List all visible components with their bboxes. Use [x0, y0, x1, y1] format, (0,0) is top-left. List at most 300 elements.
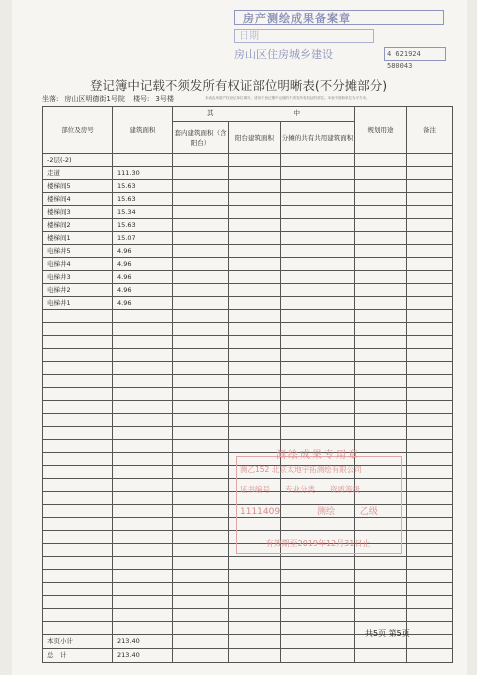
cell-empty	[173, 649, 229, 663]
cell-empty	[281, 232, 355, 245]
survey-stamp-company: 测乙152 北京太地宇拓测绘有限公司	[240, 465, 362, 474]
cell-area	[113, 414, 173, 427]
cell-part	[43, 336, 113, 349]
page-footer	[365, 628, 410, 639]
cell-empty	[355, 401, 407, 414]
cell-empty	[173, 167, 229, 180]
cell-empty	[407, 193, 453, 206]
cell-empty	[355, 245, 407, 258]
cell-empty	[407, 609, 453, 622]
cell-empty	[355, 349, 407, 362]
cell-empty	[355, 193, 407, 206]
cell-empty	[281, 284, 355, 297]
cell-part	[43, 609, 113, 622]
cell-empty	[355, 427, 407, 440]
cell-empty	[173, 336, 229, 349]
table-row	[43, 349, 453, 362]
cell-empty	[173, 245, 229, 258]
cell-empty	[229, 232, 281, 245]
total-pages: 共5页	[365, 629, 387, 638]
cell-empty	[281, 609, 355, 622]
cell-empty	[355, 362, 407, 375]
table-row	[43, 219, 453, 232]
cell-part	[43, 388, 113, 401]
cell-part	[43, 414, 113, 427]
cell-empty	[173, 479, 229, 492]
cell-part: 电梯井4	[43, 258, 113, 271]
table-row	[43, 323, 453, 336]
cell-area	[113, 479, 173, 492]
filing-stamp-authority: 房山区住房城乡建设	[234, 48, 333, 61]
table-row	[43, 232, 453, 245]
header-balcony: 阳台建筑面积	[229, 122, 281, 154]
table-row	[43, 180, 453, 193]
cell-empty	[407, 466, 453, 479]
cell-empty	[229, 219, 281, 232]
cell-part	[43, 518, 113, 531]
cell-empty	[281, 362, 355, 375]
cell-part	[43, 349, 113, 362]
cell-empty	[355, 310, 407, 323]
cell-empty	[229, 414, 281, 427]
survey-stamp-grade: 乙级	[359, 507, 378, 517]
cell-empty	[173, 297, 229, 310]
cell-part	[43, 323, 113, 336]
table-row	[43, 167, 453, 180]
cell-area: 15.63	[113, 180, 173, 193]
cell-empty	[281, 180, 355, 193]
cell-empty	[281, 349, 355, 362]
cell-empty	[407, 635, 453, 649]
cell-empty	[229, 323, 281, 336]
cell-empty	[173, 206, 229, 219]
cell-part: 楼梯间2	[43, 219, 113, 232]
cell-area: 4.96	[113, 271, 173, 284]
cell-area	[113, 583, 173, 596]
cell-empty	[229, 427, 281, 440]
cell-part	[43, 531, 113, 544]
cell-empty	[407, 245, 453, 258]
cell-part: 电梯井2	[43, 284, 113, 297]
cell-part	[43, 401, 113, 414]
cell-part	[43, 375, 113, 388]
cell-part	[43, 557, 113, 570]
cell-part: 楼梯间5	[43, 180, 113, 193]
cell-empty	[407, 284, 453, 297]
cell-empty	[229, 258, 281, 271]
cell-area	[113, 492, 173, 505]
cell-empty	[281, 297, 355, 310]
cell-part	[43, 310, 113, 323]
cell-empty	[229, 284, 281, 297]
cell-empty	[407, 453, 453, 466]
cell-empty	[407, 271, 453, 284]
cell-empty	[173, 193, 229, 206]
cell-part	[43, 570, 113, 583]
survey-stamp-header: 证书编号 专业分类 资质等级	[240, 485, 360, 494]
cell-empty	[407, 544, 453, 557]
survey-stamp-validity: 有效期至2019年12月31日止	[265, 539, 371, 548]
header-inner: 套内建筑面积（含阳台）	[173, 122, 229, 154]
cell-empty	[281, 570, 355, 583]
cell-area	[113, 518, 173, 531]
cell-empty	[173, 414, 229, 427]
cell-empty	[173, 492, 229, 505]
cell-empty	[281, 193, 355, 206]
cell-empty	[281, 622, 355, 635]
table-row	[43, 310, 453, 323]
cell-area	[113, 544, 173, 557]
cell-empty	[407, 622, 453, 635]
cell-empty	[407, 388, 453, 401]
cell-empty	[173, 310, 229, 323]
cell-empty	[355, 557, 407, 570]
parts-table	[42, 106, 453, 663]
cell-empty	[229, 271, 281, 284]
cell-empty	[355, 583, 407, 596]
cell-empty	[281, 271, 355, 284]
cell-empty	[355, 258, 407, 271]
cell-empty	[281, 583, 355, 596]
cell-empty	[229, 609, 281, 622]
cell-empty	[355, 596, 407, 609]
cell-part	[43, 492, 113, 505]
cell-empty	[229, 297, 281, 310]
cell-empty	[173, 232, 229, 245]
cell-empty	[229, 375, 281, 388]
cell-area	[113, 557, 173, 570]
header-remark: 备注	[407, 107, 453, 154]
cell-empty	[407, 596, 453, 609]
header-part: 部位及房号	[43, 107, 113, 154]
cell-part	[43, 466, 113, 479]
cell-empty	[281, 596, 355, 609]
cell-empty	[173, 570, 229, 583]
cell-area: 15.63	[113, 193, 173, 206]
cell-empty	[407, 414, 453, 427]
cell-area	[113, 154, 173, 167]
table-row	[43, 206, 453, 219]
cell-empty	[229, 557, 281, 570]
location-line	[42, 94, 180, 104]
cell-empty	[173, 466, 229, 479]
cell-empty	[173, 531, 229, 544]
table-row	[43, 401, 453, 414]
cell-empty	[229, 570, 281, 583]
cell-empty	[281, 427, 355, 440]
cell-empty	[407, 232, 453, 245]
cell-empty	[173, 154, 229, 167]
cell-area	[113, 453, 173, 466]
cell-empty	[407, 401, 453, 414]
cell-empty	[407, 336, 453, 349]
cell-empty	[281, 323, 355, 336]
cell-empty	[355, 154, 407, 167]
cell-empty	[229, 336, 281, 349]
location-value: 房山区明德街1号院	[64, 95, 125, 103]
table-row	[43, 336, 453, 349]
cell-empty	[173, 323, 229, 336]
cell-empty	[173, 401, 229, 414]
cell-empty	[407, 583, 453, 596]
cell-area: 4.96	[113, 297, 173, 310]
cell-area	[113, 440, 173, 453]
cell-empty	[229, 245, 281, 258]
cell-empty	[407, 440, 453, 453]
cell-part	[43, 427, 113, 440]
cell-empty	[407, 310, 453, 323]
table-row	[43, 583, 453, 596]
filing-stamp-number: 4 621924 580043	[384, 47, 446, 61]
cell-empty	[355, 649, 407, 663]
cell-empty	[281, 557, 355, 570]
cell-area: 4.96	[113, 284, 173, 297]
table-row	[43, 271, 453, 284]
header-shared: 分摊的共有共用建筑面积	[281, 122, 355, 154]
cell-empty	[173, 284, 229, 297]
cell-area: 4.96	[113, 245, 173, 258]
cell-part: -2层(-2)	[43, 154, 113, 167]
cell-part: 楼梯间1	[43, 232, 113, 245]
cell-area	[113, 388, 173, 401]
cell-area	[113, 310, 173, 323]
cell-empty	[229, 206, 281, 219]
cell-empty	[173, 388, 229, 401]
cell-empty	[281, 167, 355, 180]
cell-empty	[407, 219, 453, 232]
cell-empty	[281, 649, 355, 663]
cell-part: 楼梯间3	[43, 206, 113, 219]
cell-empty	[355, 375, 407, 388]
cell-part	[43, 583, 113, 596]
survey-stamp-cert: 1111409	[240, 507, 281, 517]
cell-part	[43, 362, 113, 375]
cell-empty	[173, 271, 229, 284]
cell-empty	[229, 583, 281, 596]
cell-part: 电梯井5	[43, 245, 113, 258]
cell-empty	[173, 583, 229, 596]
cell-empty	[229, 596, 281, 609]
cell-empty	[407, 570, 453, 583]
cell-empty	[355, 570, 407, 583]
cell-empty	[407, 375, 453, 388]
cell-part	[43, 505, 113, 518]
table-row	[43, 570, 453, 583]
subtotal-row-label: 本页小计	[43, 635, 113, 649]
cell-empty	[173, 622, 229, 635]
table-row	[43, 297, 453, 310]
cell-empty	[173, 180, 229, 193]
cell-empty	[173, 349, 229, 362]
table-row	[43, 609, 453, 622]
cell-part	[43, 479, 113, 492]
cell-part	[43, 596, 113, 609]
cell-empty	[229, 649, 281, 663]
cell-empty	[407, 479, 453, 492]
cell-empty	[281, 635, 355, 649]
cell-empty	[229, 180, 281, 193]
table-row	[43, 258, 453, 271]
cell-empty	[355, 297, 407, 310]
cell-empty	[281, 206, 355, 219]
cell-empty	[229, 622, 281, 635]
cell-empty	[229, 635, 281, 649]
cell-empty	[173, 453, 229, 466]
cell-empty	[281, 414, 355, 427]
cell-empty	[173, 375, 229, 388]
cell-area	[113, 323, 173, 336]
cell-area	[113, 596, 173, 609]
cell-part: 楼梯间4	[43, 193, 113, 206]
cell-area	[113, 362, 173, 375]
cell-part: 电梯井3	[43, 271, 113, 284]
cell-area	[113, 609, 173, 622]
cell-area	[113, 570, 173, 583]
cell-empty	[355, 206, 407, 219]
cell-empty	[173, 219, 229, 232]
cell-empty	[355, 180, 407, 193]
cell-empty	[355, 388, 407, 401]
cell-area	[113, 401, 173, 414]
filing-stamp-title: 房产测绘成果备案章	[234, 10, 444, 25]
survey-stamp-title: 测绘成果专用章	[276, 450, 360, 461]
table-row	[43, 427, 453, 440]
cell-part	[43, 622, 113, 635]
header-among: 其 中	[173, 107, 355, 120]
cell-empty	[173, 362, 229, 375]
document-title: 登记簿中记载不须发所有权证部位明晰表(不分摊部分)	[89, 78, 388, 93]
table-row	[43, 414, 453, 427]
cell-empty	[407, 323, 453, 336]
cell-empty	[355, 271, 407, 284]
table-row	[43, 362, 453, 375]
total-row-label: 总 计	[43, 649, 113, 663]
cell-empty	[229, 401, 281, 414]
survey-stamp-cert-row	[232, 504, 412, 517]
cell-empty	[229, 310, 281, 323]
filing-stamp-date: 日期	[234, 29, 374, 43]
cell-empty	[229, 388, 281, 401]
cell-empty	[355, 219, 407, 232]
cell-empty	[173, 635, 229, 649]
cell-empty	[407, 154, 453, 167]
cell-empty	[281, 245, 355, 258]
table-row	[43, 375, 453, 388]
cell-part: 走道	[43, 167, 113, 180]
cell-empty	[173, 544, 229, 557]
cell-area	[113, 349, 173, 362]
cell-area: 15.07	[113, 232, 173, 245]
cell-empty	[407, 492, 453, 505]
cell-empty	[407, 167, 453, 180]
location-label: 坐落:	[42, 95, 59, 103]
cell-area	[113, 531, 173, 544]
table-row	[43, 388, 453, 401]
cell-empty	[407, 531, 453, 544]
cell-empty	[173, 258, 229, 271]
cell-part: 电梯井1	[43, 297, 113, 310]
table-body	[43, 154, 453, 663]
cell-empty	[407, 297, 453, 310]
header-use: 规划用途	[355, 107, 407, 154]
cell-empty	[355, 232, 407, 245]
cell-part	[43, 440, 113, 453]
cell-empty	[355, 167, 407, 180]
cell-empty	[281, 154, 355, 167]
cell-empty	[173, 609, 229, 622]
cell-empty	[407, 258, 453, 271]
cell-empty	[407, 649, 453, 663]
cell-empty	[355, 284, 407, 297]
table-row	[43, 245, 453, 258]
table-row	[43, 284, 453, 297]
cell-empty	[355, 609, 407, 622]
cell-empty	[407, 206, 453, 219]
cell-area	[113, 466, 173, 479]
header-area: 建筑面积	[113, 107, 173, 154]
total-row	[43, 649, 453, 663]
cell-area	[113, 505, 173, 518]
cell-empty	[407, 518, 453, 531]
cell-empty	[281, 336, 355, 349]
table-note: 本表由房屋产权登记单位填写，适用于登记簿中记载的不须发所有权证的部位。本表中面积单位为平方米。	[205, 96, 370, 100]
cell-empty	[407, 180, 453, 193]
table-row	[43, 154, 453, 167]
cell-empty	[281, 375, 355, 388]
cell-empty	[173, 505, 229, 518]
cell-empty	[173, 440, 229, 453]
table-row	[43, 193, 453, 206]
table-row	[43, 557, 453, 570]
cell-empty	[355, 336, 407, 349]
cell-area: 111.30	[113, 167, 173, 180]
cell-empty	[355, 323, 407, 336]
cell-empty	[281, 258, 355, 271]
cell-empty	[281, 401, 355, 414]
survey-stamp-category: 测绘	[316, 507, 335, 517]
page-number: 第5页	[388, 629, 410, 638]
cell-empty	[407, 349, 453, 362]
cell-empty	[173, 518, 229, 531]
cell-area: 15.63	[113, 219, 173, 232]
cell-empty	[355, 414, 407, 427]
table-row	[43, 596, 453, 609]
cell-area	[113, 622, 173, 635]
cell-empty	[407, 362, 453, 375]
cell-empty	[173, 427, 229, 440]
cell-empty	[281, 310, 355, 323]
cell-empty	[173, 557, 229, 570]
cell-empty	[407, 557, 453, 570]
cell-part	[43, 544, 113, 557]
cell-empty	[407, 427, 453, 440]
building-label: 楼号:	[133, 95, 150, 103]
cell-empty	[407, 505, 453, 518]
cell-empty	[229, 362, 281, 375]
cell-empty	[229, 167, 281, 180]
cell-part	[43, 453, 113, 466]
cell-empty	[281, 219, 355, 232]
cell-empty	[229, 349, 281, 362]
cell-area: 4.96	[113, 258, 173, 271]
subtotal-row-value: 213.40	[113, 635, 173, 649]
cell-area	[113, 375, 173, 388]
total-row-value: 213.40	[113, 649, 173, 663]
cell-empty	[229, 154, 281, 167]
cell-empty	[281, 388, 355, 401]
building-value: 3号楼	[155, 95, 174, 103]
cell-empty	[173, 596, 229, 609]
